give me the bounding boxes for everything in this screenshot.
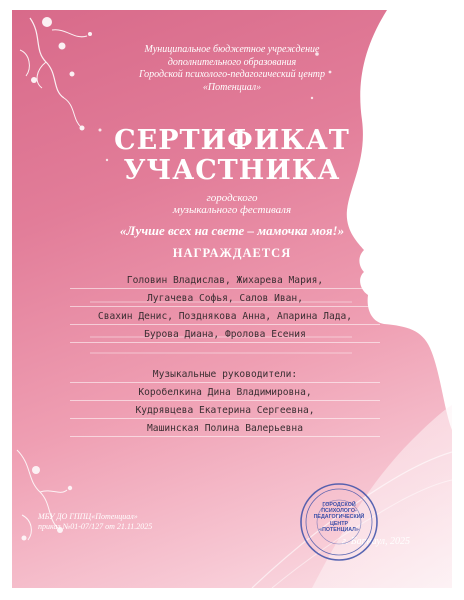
organization-line: «Потенциал»	[202, 81, 262, 93]
organization-line: Городской психолого-педагогический центр	[138, 69, 326, 80]
official-stamp	[297, 480, 381, 564]
title-line-2: УЧАСТНИКА	[123, 155, 341, 186]
stamp-text	[313, 502, 365, 533]
participant-line: Бурова Диана, Фролова Есения	[70, 328, 380, 343]
director-line: Машинская Полина Валерьевна	[70, 422, 380, 437]
participant-line: Головин Владислав, Жихарева Мария,	[70, 274, 380, 289]
stamp-line: ГОРОДСКОЙ	[322, 502, 356, 508]
stamp-line: ПЕДАГОГИЧЕСКИЙ	[313, 514, 365, 521]
stamp-line: «ПОТЕНЦИАЛ»	[319, 526, 359, 533]
event-description	[107, 192, 357, 216]
organization-line: дополнительного образования	[167, 56, 297, 68]
participant-line: Лугачева Софья, Салов Иван,	[70, 292, 380, 307]
footer-order: приказ №01-07/127 от 21.11.2025	[38, 522, 153, 531]
footer-org-name: МБУ ДО ГППЦ«Потенциал»	[38, 512, 138, 521]
certificate-title	[12, 126, 452, 186]
director-line: Кудрявцева Екатерина Сергеевна,	[70, 404, 380, 419]
participant-line: Свахин Денис, Позднякова Анна, Апарина Лада,	[70, 310, 380, 325]
director-line: Коробелкина Дина Владимировна,	[70, 386, 380, 401]
organization-header	[107, 44, 357, 94]
footer-organization	[38, 512, 228, 532]
event-line-2: музыкального фестиваля	[172, 204, 292, 216]
city-date: г. Барнаул, 2025	[341, 536, 410, 547]
stamp-line: ПСИХОЛОГО-	[321, 508, 357, 515]
directors-label: Музыкальные руководители:	[70, 368, 380, 383]
text-layer	[12, 10, 452, 588]
festival-name: «Лучше всех на свете – мамочка моя!»	[119, 223, 345, 238]
title-line-1: СЕРТИФИКАТ	[114, 125, 350, 156]
stamp-line: ЦЕНТР	[330, 520, 348, 527]
organization-line: Муниципальное бюджетное учреждение	[144, 44, 320, 55]
awarded-label: НАГРАЖДАЕТСЯ	[172, 246, 292, 260]
event-line-1: городского	[206, 192, 258, 204]
certificate	[12, 10, 452, 588]
